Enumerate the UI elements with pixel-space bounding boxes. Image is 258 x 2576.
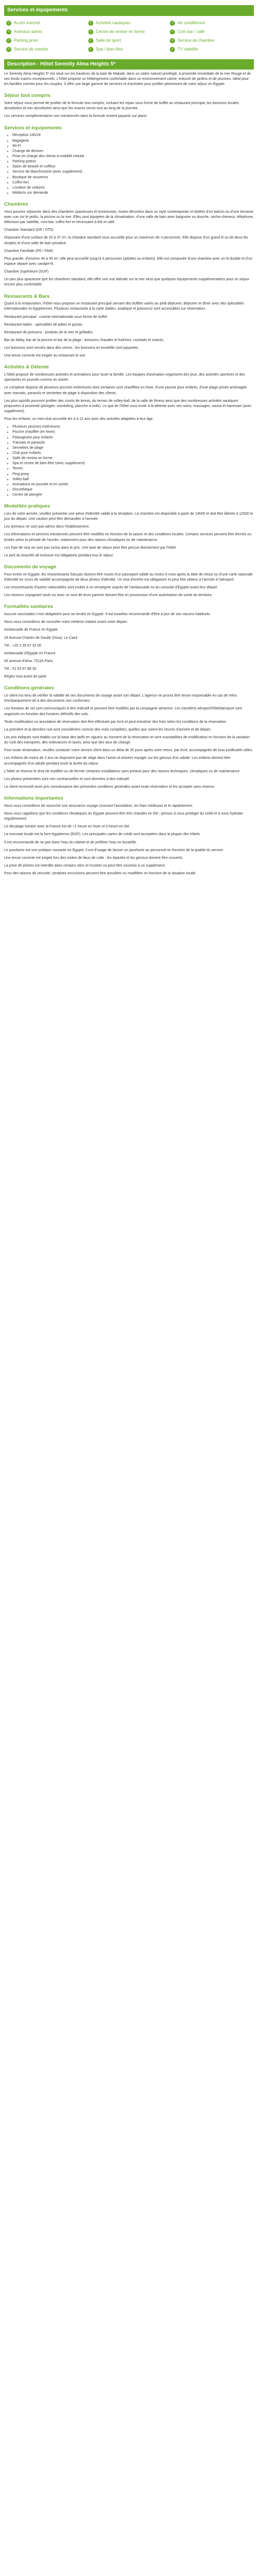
section-paragraph: Chambre Standard (DR / STD) [4,228,54,232]
section-list [4,425,254,498]
section-paragraph: Nous vous conseillons de consulter votre médecin traitant avant votre départ. [4,620,128,624]
list-item: • Parking gratuit [12,159,254,164]
feature-item [170,37,252,45]
section-paragraph: Toute modification ou annulation de réservation doit être effectuée par écrit et peut entraîner des frais selon les conditions de la réservation. [4,720,228,724]
feature-label: Coin bar / café [178,29,205,35]
list-item: • Discothèque [12,487,254,493]
feature-label: TV satellite [178,47,198,52]
section-paragraph: Les mineurs voyageant seuls ou avec un seul de leurs parents doivent être en possession d'une autorisation de sortie du territoire. [4,594,213,598]
section-paragraph: La monnaie locale est la livre égyptienne (EGP). Les principales cartes de crédit sont acceptées dans la plupart des hôtels. [4,833,201,837]
wifi-icon: ✓ [6,21,11,26]
section-paragraph: Un peu plus spacieuse que les chambres standard, elle offre une vue latérale sur la mer ainsi que quelques équipements supplémentaires pour un séjour encore plus confortable. [4,278,249,287]
feature-label: Spa / bien-être [95,47,123,52]
section-paragraph: Le complexe dispose de plusieurs piscines extérieures dont certaines sont chauffées en hiver, d'une piscine pour enfants, d'une plage privée aménagée avec transats, parasols et serviettes de plage à disposition des clients. [4,386,247,395]
feature-item [88,45,170,54]
section-paragraph: Lors de votre arrivée, veuillez présenter une pièce d'identité valide à la réception. La chambre est disponible à partir de 14h00 et doit être libérée à 12h00 le jour du départ. Une caution peut être demandée à l'arrivée. [4,512,253,521]
feature-label: Salle de sport [95,38,121,43]
section-paragraph: Une tenue correcte est exigée au restaurant le soir. [4,354,86,358]
section-title: Restaurants & Bars [4,293,50,299]
section-title: Chambres [4,201,28,208]
list-item: • Transats et parasols [12,440,254,446]
section-paragraph: Réglez tout avant de partir [4,675,47,679]
services-bar: Services et équipements [4,5,254,16]
list-item: • Pataugeoire pour enfants [12,435,254,440]
section-title: Activités & Détente [4,364,49,370]
section-paragraph: Restaurant italien : spécialités de pâtes et pizzas [4,323,83,327]
feature-label: Accès internet [14,21,40,26]
section-paragraph: Le client est tenu de vérifier la validité de ses documents de voyage avant son départ. L'agence ne pourra être tenue responsable en cas de refus d'embarquement dû à des documents non conformes. [4,694,237,703]
section-paragraph: Bar du lobby, bar de la piscine et bar de la plage : boissons chaudes et fraîches, cocktails et snacks. [4,338,165,342]
section-paragraph: Vous pourrez séjourner dans des chambres spacieuses et lumineuses, toutes décorées dans un style contemporain et dotées d'un balcon ou d'une terrasse avec vue sur le jardin, la piscine ou la mer. Elles sont équipées de la climatisation, d'une salle de bain avec baignoire ou douche, sèche-cheveux, téléphone, télévision par satellite, mini-bar, coffre-fort et nécessaire à thé et café. [4,210,254,225]
section-paragraph: Les animaux ne sont pas admis dans l'établissement. [4,525,90,529]
list-item: • Animations en journée et en soirée [12,482,254,487]
section-paragraph: Les horaires de vol sont communiqués à titre indicatif et peuvent être modifiés par la compagnie aérienne. Les transferts aéroport/hôtel/aéroport sont organisés en fonction des horaires définitifs des vols. [4,707,243,716]
section-paragraph: 56 avenue d'Iéna, 75116 Paris [4,659,53,663]
section-paragraph: Pour toute réclamation, veuillez contacter notre service client dans un délai de 30 jours après votre retour, par écrit, accompagnée de tous justificatifs utiles. [4,749,253,753]
feature-item [6,37,88,45]
section-paragraph: Restaurant de poissons : produits de la mer et grillades [4,330,93,334]
section-paragraph: Quant à la restauration, l'hôtel vous propose un restaurant principal servant des buffets variés au petit déjeuner, déjeuner et dîner avec des spécialités internationales et égyptiennes. Plusieurs restaurants à la carte (italien, asiatique et poissons) sont accessibles sur réservation. [4,302,245,311]
section-paragraph: Les plus sportifs pourront profiter des courts de tennis, du terrain de volley-ball, de la salle de fitness ainsi que des nombreuses activités nautiques proposées à proximité (plongée, snorkeling, planche à voile). Le spa de l'hôtel vous invite à la détente avec ses soins, massages, sauna et hammam (avec supplément). [4,399,252,414]
section-paragraph: Une tenue correcte est exigée lors des visites de lieux de culte ; les épaules et les genoux doivent être couverts. [4,856,184,860]
feature-item [170,28,252,37]
section-paragraph: Ambassade d'Egypte en France [4,651,56,655]
feature-item [170,19,252,28]
section-paragraph: Ambassade de France en Egypte [4,628,58,632]
section-title: Modalités pratiques [4,503,51,510]
feature-item [6,19,88,28]
section-paragraph: La première et la dernière nuit sont considérées comme des nuits complètes, quelles que soient les heures d'arrivée et de départ. [4,727,212,732]
section-title: Conditions générales [4,685,54,691]
feature-item [170,45,252,54]
car-icon: ✓ [6,38,11,43]
section-paragraph: La prise de photos est interdite dans certains sites et musées ou peut être soumise à un supplément. [4,864,166,868]
list-item: • Coffre-fort [12,180,254,185]
section-paragraph: Chambre Supérieure (SUP) [4,270,49,274]
list-item: • Club pour enfants [12,451,254,456]
section-paragraph: Tél : 01 53 67 88 30 [4,667,37,671]
list-item: • Bagagerie [12,139,254,144]
page [4,0,254,876]
feature-label: Animaux admis [14,29,42,35]
list-item: • Boutique de souvenirs [12,175,254,180]
list-item: • Location de voitures [12,185,254,191]
section-paragraph: Restaurant principal : cuisine internationale sous forme de buffet [4,315,107,319]
section-paragraph: Les services complémentaires non mentionnés dans la formule restent payants sur place. [4,114,148,118]
section-paragraph: L'hôtel propose de nombreuses activités et animations pour toute la famille. Les équipes d'animation organisent des jeux, des activités sportives et des spectacles en journée comme en soirée. [4,373,245,382]
list-item: • Ping-pong [12,472,254,477]
list-item: • Salon de beauté et coiffeur [12,164,254,170]
section-paragraph: Pour les enfants, un mini-club accueille les 4 à 12 ans avec des activités adaptées à leur âge. [4,417,154,421]
section-paragraph: Plus grande, d'environ 45 à 55 m², elle peut accueillir jusqu'à 4 personnes (adultes ou enfants). Elle est composée d'une chambre avec un lit double et d'un espace séparé avec canapé-lit. [4,257,252,266]
list-item: • Serviettes de plage [12,446,254,451]
description-bar: Description - Hôtel Serenity Alma Heights 5* [4,59,254,70]
list-item: • Salle de remise en forme [12,456,254,461]
intro-text: Le Serenity Alma Heights 5* est situé sur les hauteurs de la baie de Makadi, dans un cadre naturel privilégié, à proximité immédiate de la mer Rouge et de ses fonds marins exceptionnels. L'hôtel propose un hébergement confortable dans un environnement calme, entouré de jardins et de piscines. Idéal pour les familles comme pour les couples, il offre une large gamme de services et d'activités pour profiter pleinement de votre séjour en Egypte. [4,72,251,87]
feature-label: Centre de remise en forme [95,29,145,35]
section-paragraph: Votre séjour vous permet de profiter de la formule tout compris, incluant les repas sous forme de buffet au restaurant principal, les boissons locales alcoolisées et non alcoolisées ainsi que les snacks servis tout au long de la journée. [4,101,239,111]
section-paragraph: L'hôtel se réserve le droit de modifier ou de fermer certaines installations sans préavis pour des raisons techniques, climatiques ou de maintenance. [4,769,241,773]
section-paragraph: Les photos présentées sont non contractuelles et sont données à titre indicatif. [4,777,130,781]
section-paragraph: Les enfants de moins de 2 ans ne disposent pas de siège dans l'avion et doivent voyager sur les genoux d'un adulte. Les enfants doivent être accompagnés d'un adulte pendant toute la durée du séjour. [4,756,231,766]
section-paragraph: Il est recommandé de ne pas boire l'eau du robinet et de préférer l'eau en bouteille. [4,840,137,844]
section-paragraph: Le pourboire est une pratique courante en Egypte, il est d'usage de laisser un pourboire au personnel en fonction de la qualité du service. [4,848,224,852]
list-item: • Prise en charge des clients à mobilité réduite [12,154,254,159]
section-paragraph: Les boissons sont servies dans des verres ; les boissons en bouteille sont payantes. [4,346,139,350]
section-title: Informations importantes [4,795,63,802]
section-paragraph: Les ressortissants d'autres nationalités sont invités à se renseigner auprès de l'ambassade ou du consulat d'Egypte avant leur départ. [4,586,218,590]
section-paragraph: Le décalage horaire avec la France est de +1 heure en hiver et 0 heure en été. [4,825,131,829]
section-paragraph: Disposant d'une surface de 32 à 37 m², la chambre standard vous accueille pour un maximum de 3 personnes. Elle dispose d'un grand lit ou de deux lits simples et d'une salle de bain privative. [4,236,248,245]
restaurant-icon: ✓ [6,47,11,52]
section-paragraph: Les frais de visa ne sont pas inclus dans le prix. Une taxe de séjour peut être perçue directement par l'hôtel. [4,546,177,550]
section-title: Formalités sanitaires [4,604,54,610]
snowflake-icon: ✓ [170,21,175,26]
section-list [4,133,254,196]
section-title: Services et équipements [4,125,62,131]
section-paragraph: Les informations et services mentionnés peuvent être modifiés en fonction de la saison et des conditions locales. Certains services peuvent être fermés ou limités selon la période de l'année, notamment pour des raisons climatiques ou de maintenance. [4,533,251,542]
list-item: • Centre de plongée [12,493,254,498]
feature-item [88,37,170,45]
list-item: • Volley-ball [12,477,254,482]
sections [4,92,254,876]
list-item: • Réception 24h/24 [12,133,254,138]
feature-item [6,45,88,54]
feature-label: Service de chambre [178,38,215,43]
feature-item [88,19,170,28]
section-paragraph: Chambre Familiale (FR / FAM) [4,249,53,253]
feature-item [88,28,170,37]
list-item: • Piscine chauffée (en hiver) [12,430,254,435]
list-item: • Service de blanchisserie (avec supplément) [12,170,254,175]
list-item: • Spa et centre de bien-être (avec supplément) [12,461,254,466]
feature-label: Air conditionné [178,21,205,26]
feature-item [6,28,88,37]
feature-label: Parking privé [14,38,38,43]
list-item: • Tennis [12,466,254,471]
list-item: • Change de devises [12,149,254,154]
section-paragraph: Les prix indiqués sont établis sur la base des tarifs en vigueur au moment de la réservation et sont susceptibles de modification en fonction de la variation du coût des transports, des redevances et taxes, ainsi que des taux de change. [4,735,250,745]
list-item: • Plusieurs piscines extérieures [12,425,254,430]
features-grid [4,18,254,56]
list-item: • Médecin sur demande [12,191,254,196]
section-paragraph: Nous vous rappelons que les conditions climatiques en Egypte peuvent être très chaudes en été ; pensez à vous protéger du soleil et à vous hydrater régulièrement. [4,812,244,821]
section-paragraph: Pour des raisons de sécurité, certaines excursions peuvent être annulées ou modifiées en fonction de la situation locale. [4,872,197,876]
pool-icon: ✓ [88,47,93,52]
wellness-icon: ✓ [88,29,93,35]
section-paragraph: Pour entrer en Egypte, les ressortissants français doivent être munis d'un passeport valide au moins 6 mois après la date de retour ou d'une carte nationale d'identité en cours de validité accompagnée de deux photos d'identité. Un visa d'entrée est obligatoire et peut être obtenu à l'arrivée à l'aéroport. [4,572,253,582]
section-title: Documents de voyage [4,564,56,570]
section-title: Séjour tout compris [4,93,51,99]
pet-icon: ✓ [6,29,11,35]
spa-icon: ✓ [88,38,93,43]
section-paragraph: 29 Avenue Charles de Gaulle (Giza), Le Caire [4,636,78,640]
feature-label: Activités nautiques [95,21,131,26]
section-paragraph: Nous vous conseillons de souscrire une assurance voyage couvrant l'annulation, les frais médicaux et le rapatriement. [4,804,194,808]
tv-icon: ✓ [170,47,175,52]
list-item: • Wi-Fi [12,144,254,149]
section-paragraph: Aucune vaccination n'est obligatoire pour se rendre en Egypte. Il est toutefois recommandé d'être à jour de ses vaccins habituels. [4,613,211,617]
feature-label: Service de navette [14,47,49,52]
section-paragraph: Le port du bracelet all inclusive est obligatoire pendant tout le séjour. [4,553,114,557]
section-paragraph: Le client reconnaît avoir pris connaissance des présentes conditions générales avant toute réservation et les accepter sans réserve. [4,785,215,789]
section-paragraph: Tél : +20 2 35 67 32 00 [4,643,42,648]
room-service-icon: ✓ [170,38,175,43]
bar-icon: ✓ [170,29,175,35]
activity-icon: ✓ [88,21,93,26]
